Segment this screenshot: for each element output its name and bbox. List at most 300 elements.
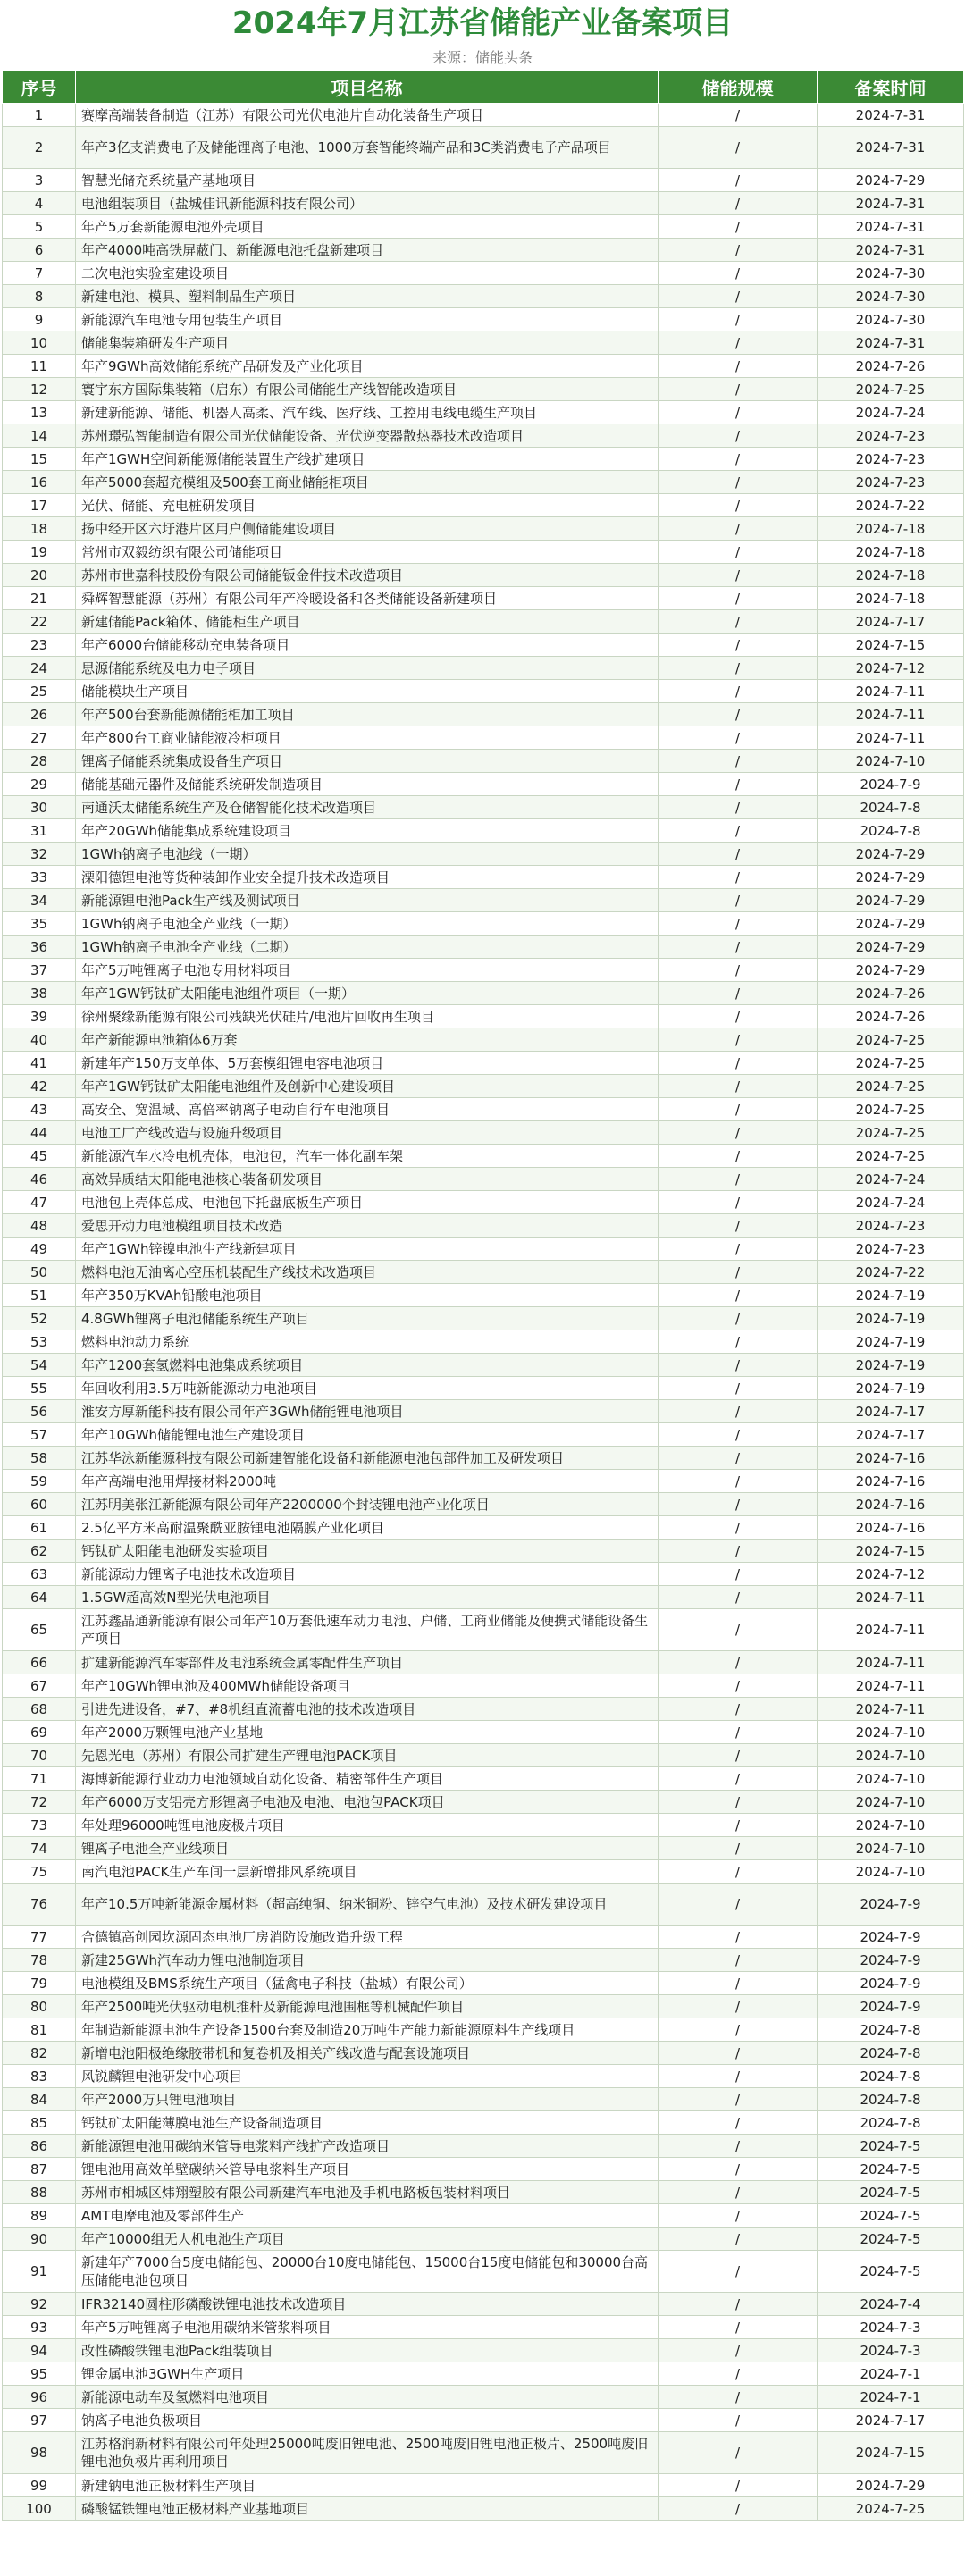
cell-scale: / (659, 866, 818, 889)
cell-no: 55 (3, 1377, 76, 1400)
cell-no: 75 (3, 1860, 76, 1884)
table-row (3, 587, 964, 610)
cell-name: 徐州聚缘新能源有限公司残缺光伏硅片/电池片回收再生项目 (76, 1005, 659, 1028)
cell-date: 2024-7-5 (818, 2251, 964, 2293)
cell-name: 1.5GW超高效N型光伏电池项目 (76, 1586, 659, 1609)
header-date: 备案时间 (818, 71, 964, 104)
cell-scale: / (659, 2204, 818, 2228)
cell-name: 年产1GWH空间新能源储能装置生产线扩建项目 (76, 448, 659, 471)
cell-name: 海博新能源行业动力电池领域自动化设备、精密部件生产项目 (76, 1767, 659, 1791)
cell-scale: / (659, 448, 818, 471)
cell-scale: / (659, 1005, 818, 1028)
cell-scale: / (659, 1028, 818, 1052)
cell-scale: / (659, 1377, 818, 1400)
table-row (3, 1377, 964, 1400)
table-row (3, 1540, 964, 1563)
cell-date: 2024-7-10 (818, 1837, 964, 1860)
cell-no: 38 (3, 982, 76, 1005)
cell-scale: / (659, 564, 818, 587)
cell-scale: / (659, 1814, 818, 1837)
cell-no: 25 (3, 680, 76, 703)
cell-no: 83 (3, 2065, 76, 2088)
cell-no: 90 (3, 2228, 76, 2251)
cell-no: 69 (3, 1721, 76, 1744)
table-row (3, 1028, 964, 1052)
cell-name: 年产3亿支消费电子及储能锂离子电池、1000万套智能终端产品和3C类消费电子产品项目 (76, 127, 659, 169)
cell-name: 储能基础元器件及储能系统研发制造项目 (76, 773, 659, 796)
cell-date: 2024-7-25 (818, 1145, 964, 1168)
cell-scale: / (659, 1609, 818, 1651)
cell-scale: / (659, 1744, 818, 1767)
cell-name: 燃料电池无油离心空压机装配生产线技术改造项目 (76, 1261, 659, 1284)
cell-date: 2024-7-3 (818, 2339, 964, 2362)
cell-scale: / (659, 541, 818, 564)
cell-no: 21 (3, 587, 76, 610)
cell-scale: / (659, 1721, 818, 1744)
cell-date: 2024-7-15 (818, 2432, 964, 2474)
table-row (3, 215, 964, 239)
cell-no: 96 (3, 2386, 76, 2409)
cell-name: 年产5000套超充模组及500套工商业储能柜项目 (76, 471, 659, 494)
cell-no: 30 (3, 796, 76, 819)
cell-scale: / (659, 587, 818, 610)
cell-name: 1GWh钠离子电池全产业线（一期） (76, 912, 659, 936)
cell-no: 67 (3, 1674, 76, 1698)
cell-name: 年产2000万只锂电池项目 (76, 2088, 659, 2111)
table-row (3, 1330, 964, 1354)
cell-scale: / (659, 1837, 818, 1860)
cell-date: 2024-7-25 (818, 1098, 964, 1121)
cell-date: 2024-7-16 (818, 1493, 964, 1516)
table-row (3, 889, 964, 912)
cell-date: 2024-7-15 (818, 634, 964, 657)
cell-name: 年处理96000吨锂电池废极片项目 (76, 1814, 659, 1837)
cell-scale: / (659, 1540, 818, 1563)
cell-name: 年产4000吨高铁屏蔽门、新能源电池托盘新建项目 (76, 239, 659, 262)
table-row (3, 448, 964, 471)
cell-date: 2024-7-18 (818, 541, 964, 564)
page-title: 2024年7月江苏省储能产业备案项目 (231, 5, 734, 41)
cell-date: 2024-7-15 (818, 1540, 964, 1563)
cell-name: 爱思开动力电池模组项目技术改造 (76, 1214, 659, 1238)
cell-scale: / (659, 285, 818, 308)
table-row (3, 982, 964, 1005)
cell-scale: / (659, 401, 818, 424)
cell-scale: / (659, 2386, 818, 2409)
cell-name: 2.5亿平方米高耐温聚酰亚胺锂电池隔膜产业化项目 (76, 1516, 659, 1540)
cell-scale: / (659, 2065, 818, 2088)
table-row (3, 610, 964, 634)
table-row (3, 308, 964, 331)
table-row (3, 2251, 964, 2293)
cell-scale: / (659, 1791, 818, 1814)
cell-date: 2024-7-19 (818, 1330, 964, 1354)
table-row (3, 239, 964, 262)
cell-name: 钠离子电池负极项目 (76, 2409, 659, 2432)
cell-date: 2024-7-8 (818, 2111, 964, 2135)
cell-name: 1GWh钠离子电池全产业线（二期） (76, 936, 659, 959)
cell-date: 2024-7-10 (818, 1860, 964, 1884)
cell-date: 2024-7-23 (818, 471, 964, 494)
table-row (3, 494, 964, 517)
cell-scale: / (659, 1516, 818, 1540)
table-row (3, 424, 964, 448)
cell-date: 2024-7-29 (818, 843, 964, 866)
header-name: 项目名称 (76, 71, 659, 104)
table-row (3, 331, 964, 355)
cell-date: 2024-7-24 (818, 401, 964, 424)
cell-no: 14 (3, 424, 76, 448)
cell-date: 2024-7-3 (818, 2316, 964, 2339)
cell-name: 风锐麟锂电池研发中心项目 (76, 2065, 659, 2088)
table-row (3, 1972, 964, 1995)
cell-name: 磷酸锰铁锂电池正极材料产业基地项目 (76, 2497, 659, 2521)
cell-scale: / (659, 1698, 818, 1721)
cell-scale: / (659, 1330, 818, 1354)
table-row (3, 2316, 964, 2339)
cell-date: 2024-7-1 (818, 2362, 964, 2386)
cell-name: 电池组装项目（盐城佳讯新能源科技有限公司） (76, 192, 659, 215)
table-row (3, 1307, 964, 1330)
cell-no: 37 (3, 959, 76, 982)
cell-date: 2024-7-31 (818, 104, 964, 127)
cell-name: 高安全、宽温域、高倍率钠离子电动自行车电池项目 (76, 1098, 659, 1121)
cell-name: 新建年产150万支单体、5万套模组锂电容电池项目 (76, 1052, 659, 1075)
cell-date: 2024-7-31 (818, 127, 964, 169)
cell-no: 66 (3, 1651, 76, 1674)
cell-name: 年产6000台储能移动充电装备项目 (76, 634, 659, 657)
cell-name: 新能源汽车水冷电机壳体，电池包，汽车一体化副车架 (76, 1145, 659, 1168)
cell-no: 3 (3, 169, 76, 192)
table-row (3, 773, 964, 796)
cell-name: 年产9GWh高效储能系统产品研发及产业化项目 (76, 355, 659, 378)
cell-no: 81 (3, 2018, 76, 2042)
table-row (3, 1949, 964, 1972)
table-row (3, 192, 964, 215)
cell-scale: / (659, 1052, 818, 1075)
table-row (3, 1884, 964, 1926)
cell-no: 54 (3, 1354, 76, 1377)
cell-name: 二次电池实验室建设项目 (76, 262, 659, 285)
cell-date: 2024-7-5 (818, 2181, 964, 2204)
cell-date: 2024-7-8 (818, 2088, 964, 2111)
cell-date: 2024-7-10 (818, 1814, 964, 1837)
cell-no: 57 (3, 1423, 76, 1447)
cell-no: 70 (3, 1744, 76, 1767)
table-row (3, 1995, 964, 2018)
cell-date: 2024-7-29 (818, 936, 964, 959)
table-row (3, 564, 964, 587)
cell-no: 86 (3, 2135, 76, 2158)
cell-date: 2024-7-23 (818, 448, 964, 471)
table-row (3, 355, 964, 378)
cell-name: 年产5万吨锂离子电池专用材料项目 (76, 959, 659, 982)
table-row (3, 1563, 964, 1586)
cell-name: 年产10000组无人机电池生产项目 (76, 2228, 659, 2251)
cell-scale: / (659, 634, 818, 657)
cell-date: 2024-7-8 (818, 796, 964, 819)
cell-no: 65 (3, 1609, 76, 1651)
cell-name: 年产1GWh锌镍电池生产线新建项目 (76, 1238, 659, 1261)
cell-scale: / (659, 1972, 818, 1995)
cell-date: 2024-7-12 (818, 657, 964, 680)
table-row (3, 1767, 964, 1791)
cell-no: 18 (3, 517, 76, 541)
cell-name: 年产新能源电池箱体6万套 (76, 1028, 659, 1052)
header-scale: 储能规模 (659, 71, 818, 104)
cell-scale: / (659, 1145, 818, 1168)
cell-no: 58 (3, 1447, 76, 1470)
cell-no: 87 (3, 2158, 76, 2181)
cell-scale: / (659, 1995, 818, 2018)
table-row (3, 1674, 964, 1698)
cell-scale: / (659, 1354, 818, 1377)
cell-date: 2024-7-30 (818, 285, 964, 308)
cell-no: 1 (3, 104, 76, 127)
cell-name: 年产2000万颗锂电池产业基地 (76, 1721, 659, 1744)
cell-scale: / (659, 750, 818, 773)
cell-scale: / (659, 2251, 818, 2293)
cell-no: 89 (3, 2204, 76, 2228)
cell-name: 4.8GWh锂离子电池储能系统生产项目 (76, 1307, 659, 1330)
cell-scale: / (659, 2432, 818, 2474)
cell-no: 45 (3, 1145, 76, 1168)
table-row (3, 2065, 964, 2088)
cell-scale: / (659, 2409, 818, 2432)
cell-scale: / (659, 494, 818, 517)
cell-name: 赛摩高端装备制造（江苏）有限公司光伏电池片自动化装备生产项目 (76, 104, 659, 127)
cell-scale: / (659, 2111, 818, 2135)
cell-scale: / (659, 378, 818, 401)
cell-no: 7 (3, 262, 76, 285)
cell-scale: / (659, 1949, 818, 1972)
cell-date: 2024-7-31 (818, 331, 964, 355)
cell-name: 储能模块生产项目 (76, 680, 659, 703)
cell-scale: / (659, 912, 818, 936)
cell-name: 新建25GWh汽车动力锂电池制造项目 (76, 1949, 659, 1972)
cell-name: 扬中经开区六圩港片区用户侧储能建设项目 (76, 517, 659, 541)
cell-scale: / (659, 1860, 818, 1884)
header-no: 序号 (3, 71, 76, 104)
cell-name: 苏州市相城区炜翔塑胶有限公司新建汽车电池及手机电路板包装材料项目 (76, 2181, 659, 2204)
cell-scale: / (659, 2181, 818, 2204)
cell-scale: / (659, 1261, 818, 1284)
table-row (3, 285, 964, 308)
cell-no: 2 (3, 127, 76, 169)
cell-no: 71 (3, 1767, 76, 1791)
cell-date: 2024-7-17 (818, 610, 964, 634)
table-row (3, 169, 964, 192)
cell-name: 电池工厂产线改造与设施升级项目 (76, 1121, 659, 1145)
cell-no: 77 (3, 1926, 76, 1949)
cell-no: 12 (3, 378, 76, 401)
cell-name: 新能源电动车及氢燃料电池项目 (76, 2386, 659, 2409)
cell-date: 2024-7-10 (818, 1767, 964, 1791)
cell-date: 2024-7-31 (818, 215, 964, 239)
cell-no: 92 (3, 2293, 76, 2316)
cell-no: 42 (3, 1075, 76, 1098)
cell-name: 新建新能源、储能、机器人高柔、汽车线、医疗线、工控用电线电缆生产项目 (76, 401, 659, 424)
cell-scale: / (659, 331, 818, 355)
cell-scale: / (659, 1651, 818, 1674)
cell-no: 73 (3, 1814, 76, 1837)
cell-scale: / (659, 819, 818, 843)
cell-date: 2024-7-26 (818, 355, 964, 378)
cell-date: 2024-7-29 (818, 912, 964, 936)
table-row (3, 517, 964, 541)
table-row (3, 2497, 964, 2521)
cell-no: 29 (3, 773, 76, 796)
table-row (3, 1698, 964, 1721)
table-row (3, 262, 964, 285)
cell-date: 2024-7-29 (818, 889, 964, 912)
table-row (3, 657, 964, 680)
cell-date: 2024-7-11 (818, 703, 964, 726)
cell-date: 2024-7-11 (818, 1586, 964, 1609)
cell-scale: / (659, 1214, 818, 1238)
cell-name: 思源储能系统及电力电子项目 (76, 657, 659, 680)
cell-scale: / (659, 192, 818, 215)
cell-date: 2024-7-29 (818, 959, 964, 982)
cell-date: 2024-7-9 (818, 1926, 964, 1949)
cell-scale: / (659, 610, 818, 634)
table-row (3, 2386, 964, 2409)
cell-scale: / (659, 936, 818, 959)
cell-name: 新能源动力锂离子电池技术改造项目 (76, 1563, 659, 1586)
cell-no: 32 (3, 843, 76, 866)
table-body (3, 104, 964, 2521)
cell-date: 2024-7-18 (818, 517, 964, 541)
cell-date: 2024-7-30 (818, 262, 964, 285)
cell-scale: / (659, 889, 818, 912)
cell-scale: / (659, 843, 818, 866)
cell-scale: / (659, 1674, 818, 1698)
cell-scale: / (659, 2339, 818, 2362)
cell-scale: / (659, 1586, 818, 1609)
cell-no: 41 (3, 1052, 76, 1075)
cell-scale: / (659, 1926, 818, 1949)
cell-name: 年产2500吨光伏驱动电机推杆及新能源电池围框等机械配件项目 (76, 1995, 659, 2018)
cell-name: 年产5万套新能源电池外壳项目 (76, 215, 659, 239)
cell-date: 2024-7-11 (818, 1698, 964, 1721)
cell-date: 2024-7-25 (818, 378, 964, 401)
cell-date: 2024-7-9 (818, 1995, 964, 2018)
cell-no: 44 (3, 1121, 76, 1145)
cell-date: 2024-7-17 (818, 1423, 964, 1447)
cell-scale: / (659, 517, 818, 541)
cell-name: 锂金属电池3GWH生产项目 (76, 2362, 659, 2386)
table-row (3, 2158, 964, 2181)
cell-no: 64 (3, 1586, 76, 1609)
cell-no: 35 (3, 912, 76, 936)
cell-no: 98 (3, 2432, 76, 2474)
table-row (3, 1121, 964, 1145)
cell-scale: / (659, 1307, 818, 1330)
cell-date: 2024-7-26 (818, 1005, 964, 1028)
table-row (3, 1145, 964, 1168)
cell-no: 97 (3, 2409, 76, 2432)
table-row (3, 1075, 964, 1098)
cell-scale: / (659, 2316, 818, 2339)
cell-date: 2024-7-25 (818, 1075, 964, 1098)
cell-scale: / (659, 2497, 818, 2521)
cell-no: 53 (3, 1330, 76, 1354)
cell-no: 43 (3, 1098, 76, 1121)
table-row (3, 1651, 964, 1674)
cell-date: 2024-7-31 (818, 192, 964, 215)
cell-scale: / (659, 1400, 818, 1423)
cell-name: 新建钠电池正极材料生产项目 (76, 2474, 659, 2497)
cell-name: 年产6000万支铝壳方形锂离子电池及电池、电池包PACK项目 (76, 1791, 659, 1814)
cell-name: 先恩光电（苏州）有限公司扩建生产锂电池PACK项目 (76, 1744, 659, 1767)
cell-name: 燃料电池动力系统 (76, 1330, 659, 1354)
cell-no: 16 (3, 471, 76, 494)
table-row (3, 1052, 964, 1075)
cell-scale: / (659, 1238, 818, 1261)
cell-no: 28 (3, 750, 76, 773)
cell-name: 合德镇高创园坎源固态电池厂房消防设施改造升级工程 (76, 1926, 659, 1949)
cell-no: 10 (3, 331, 76, 355)
cell-date: 2024-7-19 (818, 1284, 964, 1307)
cell-name: 新增电池阳极绝缘胶带机和复卷机及相关产线改造与配套设施项目 (76, 2042, 659, 2065)
cell-scale: / (659, 2135, 818, 2158)
cell-scale: / (659, 355, 818, 378)
cell-no: 47 (3, 1191, 76, 1214)
cell-no: 91 (3, 2251, 76, 2293)
cell-name: 苏州璟弘智能制造有限公司光伏储能设备、光伏逆变器散热器技术改造项目 (76, 424, 659, 448)
cell-scale: / (659, 2362, 818, 2386)
cell-no: 82 (3, 2042, 76, 2065)
cell-scale: / (659, 726, 818, 750)
cell-no: 74 (3, 1837, 76, 1860)
cell-scale: / (659, 471, 818, 494)
cell-name: 年产350万KVAh铅酸电池项目 (76, 1284, 659, 1307)
table-row (3, 680, 964, 703)
table-row (3, 2135, 964, 2158)
cell-date: 2024-7-22 (818, 494, 964, 517)
cell-scale: / (659, 1098, 818, 1121)
cell-no: 95 (3, 2362, 76, 2386)
table-row (3, 796, 964, 819)
table-row (3, 378, 964, 401)
projects-table (2, 70, 964, 2521)
cell-name: 淮安方厚新能科技有限公司年产3GWh储能锂电池项目 (76, 1400, 659, 1423)
cell-name: 年产800台工商业储能液冷柜项目 (76, 726, 659, 750)
cell-date: 2024-7-30 (818, 308, 964, 331)
cell-no: 93 (3, 2316, 76, 2339)
cell-date: 2024-7-16 (818, 1447, 964, 1470)
cell-name: 钙钛矿太阳能电池研发实验项目 (76, 1540, 659, 1563)
cell-date: 2024-7-19 (818, 1354, 964, 1377)
cell-no: 79 (3, 1972, 76, 1995)
cell-no: 63 (3, 1563, 76, 1586)
table-row (3, 1744, 964, 1767)
cell-scale: / (659, 2474, 818, 2497)
cell-date: 2024-7-17 (818, 2409, 964, 2432)
cell-no: 9 (3, 308, 76, 331)
table-row (3, 1516, 964, 1540)
cell-date: 2024-7-12 (818, 1563, 964, 1586)
table-row (3, 2228, 964, 2251)
table-row (3, 1860, 964, 1884)
table-row (3, 2432, 964, 2474)
cell-date: 2024-7-8 (818, 2065, 964, 2088)
cell-date: 2024-7-31 (818, 239, 964, 262)
cell-name: 江苏格润新材料有限公司年处理25000吨废旧锂电池、2500吨废旧锂电池正极片、2500吨废旧锂电池负极片再利用项目 (76, 2432, 659, 2474)
table-row (3, 2293, 964, 2316)
cell-date: 2024-7-19 (818, 1377, 964, 1400)
cell-scale: / (659, 2042, 818, 2065)
